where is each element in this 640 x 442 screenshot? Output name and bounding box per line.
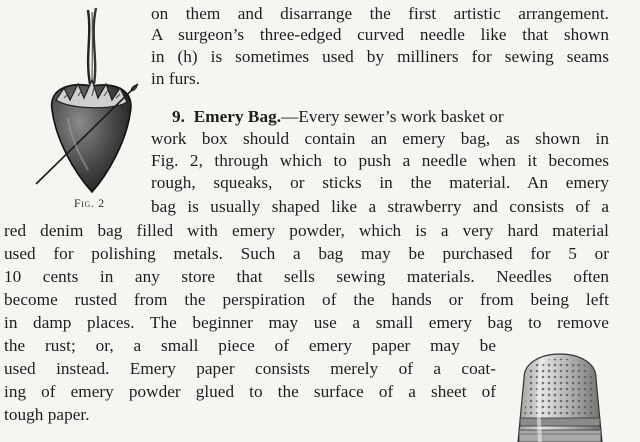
text-line: used for polishing metals. Such a bag may be purchased for 5 or	[4, 244, 609, 263]
text-line: ing of emery powder glued to the surface of a sheet of	[4, 382, 496, 401]
section-heading-line	[172, 106, 609, 127]
text-line: become rusted from the perspiration of the hands or from being left	[4, 290, 609, 309]
text-line: in damp places. The beginner may use a small emery bag to remove	[4, 313, 609, 332]
text-line: tough paper.	[4, 405, 90, 424]
text-line: used instead. Emery paper consists merely of a coat-	[4, 359, 496, 378]
text-line: A surgeon’s three-edged curved needle like that shown	[151, 25, 609, 44]
text-line: in furs.	[151, 69, 201, 88]
thimble-illustration	[510, 338, 610, 442]
text-line: work box should contain an emery bag, as shown in	[151, 129, 609, 148]
emery-bag-illustration	[30, 6, 150, 196]
section-title: Emery Bag.	[193, 107, 282, 126]
text-line: rough, squeaks, or sticks in the material. An emery	[151, 173, 609, 192]
text-line: in (h) is sometimes used by milliners for sewing seams	[151, 47, 609, 66]
text-line: the rust; or, a small piece of emery paper may be	[4, 336, 496, 355]
text-line: bag is usually shaped like a strawberry and consists of a	[151, 197, 609, 216]
text-line: red denim bag filled with emery powder, which is a very hard material	[4, 221, 609, 240]
section-heading	[172, 106, 504, 127]
text-line: 10 cents in any store that sells sewing materials. Needles often	[4, 267, 609, 286]
text-line: Fig. 2, through which to push a needle when it becomes	[151, 151, 609, 170]
section-first-line-rest: —Every sewer’s work basket or	[281, 107, 504, 126]
text-line: on them and disarrange the first artistic arrangement.	[151, 4, 609, 23]
section-number: 9.	[172, 107, 185, 126]
figure-caption: Fig. 2	[74, 196, 105, 210]
